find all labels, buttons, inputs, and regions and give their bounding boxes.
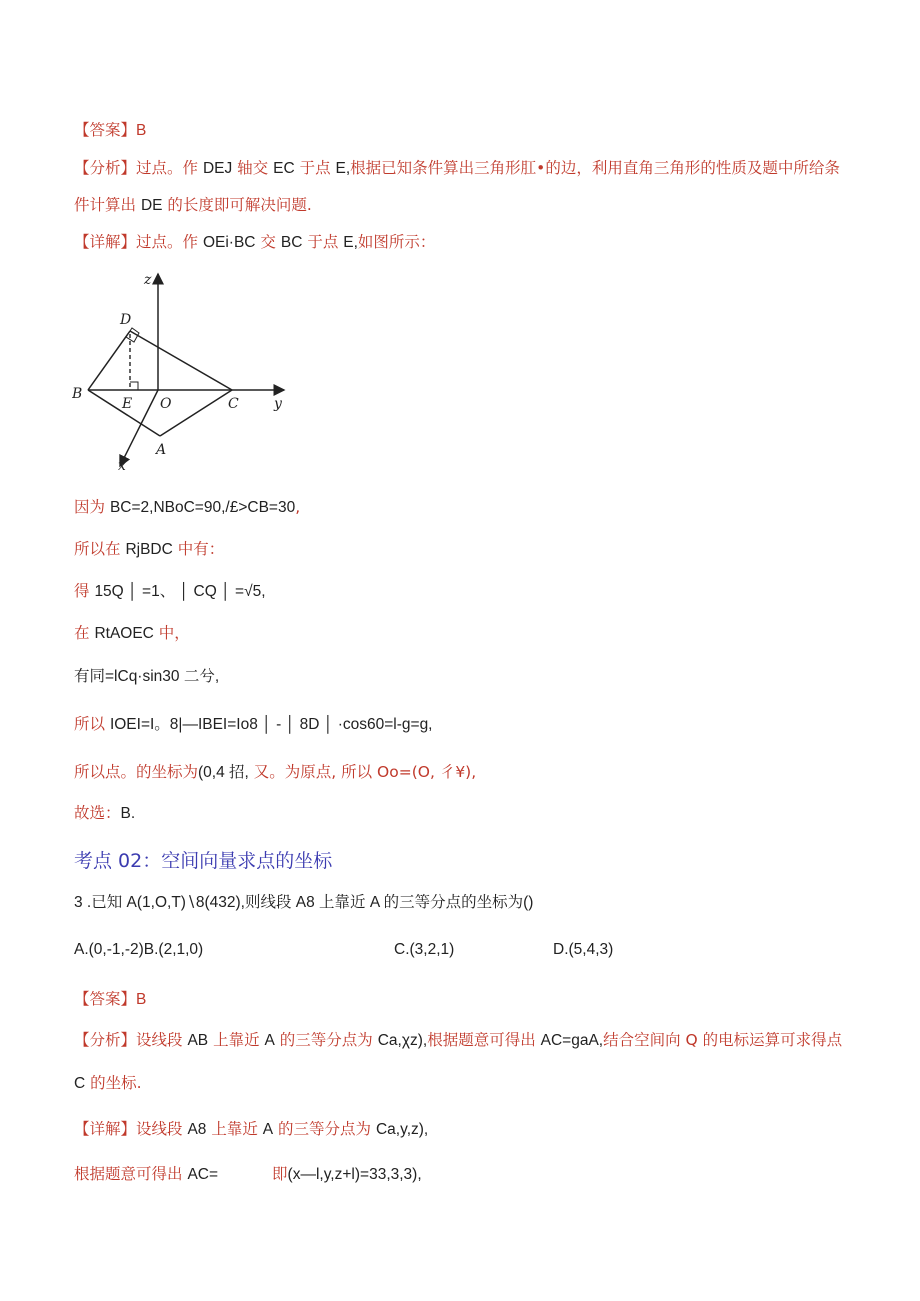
step-math: RtAOEC — [94, 625, 154, 642]
analysis-tag: 【分析】 — [74, 1031, 137, 1049]
label-B: B — [72, 386, 83, 402]
analysis-math: DEJ — [202, 160, 233, 177]
analysis-text: 的坐标. — [85, 1074, 142, 1092]
step-text: 所以 — [74, 715, 110, 733]
detail2-line-1 — [74, 1119, 428, 1140]
detail-text: 于点 — [302, 233, 344, 251]
detail-text: 交 — [255, 233, 281, 251]
label-y: y — [274, 396, 282, 412]
step-math: 15Q │ =1、 │ CQ │ =√5, — [94, 583, 266, 600]
analysis-text: 件计算出 — [74, 196, 141, 214]
analysis-math: C — [74, 1075, 86, 1092]
step-text: 中， — [153, 624, 190, 642]
segment-DC — [130, 331, 232, 390]
detail-text: 的三等分点为 — [273, 1120, 376, 1138]
last-line — [74, 1164, 422, 1185]
analysis-text: 过点。作 — [136, 159, 203, 177]
label-O: O — [160, 396, 172, 412]
detail-text: 上靠近 — [206, 1120, 263, 1138]
geometry-figure — [72, 268, 288, 472]
analysis-text: 的长度即可解决问题. — [162, 196, 312, 214]
label-A: A — [156, 442, 167, 458]
step-text: 所以点。的坐标为 — [74, 763, 199, 781]
detail-tag: 【详解】 — [74, 233, 137, 251]
detail-text: 如图所示： — [357, 233, 436, 251]
analysis-line-2 — [74, 195, 312, 216]
detail-tag: 【详解】 — [74, 1120, 137, 1138]
analysis2-line-1 — [74, 1030, 842, 1051]
question-number: 3 — [74, 894, 83, 911]
answer-tag: 【答案】 — [74, 121, 137, 139]
analysis-text: 上靠近 — [208, 1031, 265, 1049]
analysis-math: Ca,χz), — [377, 1032, 428, 1049]
step-line — [74, 623, 190, 644]
analysis-math: EC — [273, 160, 295, 177]
step-text: 因为 — [74, 498, 110, 516]
answer-line-2 — [74, 989, 146, 1010]
analysis-text: 根据题意可得出 — [427, 1031, 541, 1049]
step-math: B. — [120, 805, 136, 822]
step-text: 中有： — [172, 540, 225, 558]
segment-BD — [88, 331, 130, 390]
step-line — [74, 497, 300, 518]
analysis-math: AC=gaA, — [540, 1032, 604, 1049]
step-text: 又。为原点, 所以 Oo=(O, 彳¥), — [248, 763, 477, 781]
analysis-text: 轴交 — [232, 159, 274, 177]
analysis-text: 于点 — [294, 159, 336, 177]
analysis-math: AB — [187, 1032, 209, 1049]
option-d: D.(5,4,3) — [553, 941, 614, 958]
detail-text: 根据题意可得出 — [74, 1165, 188, 1183]
step-line — [74, 539, 224, 560]
step-text: 所以在 — [74, 540, 126, 558]
step-text: 得 — [74, 582, 95, 600]
step-math: BC=2,NBoC=90,/£>CB=30 — [109, 499, 296, 516]
step-line — [74, 581, 266, 602]
step-line — [74, 666, 219, 687]
detail-math: A8 — [187, 1121, 207, 1138]
step-text: 在 — [74, 624, 95, 642]
step-math: IOEI=I。8|—IBEI=Io8 │ - │ 8D │ ·cos60=l-g=g, — [109, 716, 433, 733]
right-angle-E — [130, 382, 138, 390]
analysis-math: A — [264, 1032, 275, 1049]
step-line — [74, 714, 433, 735]
detail-math: Ca,y,z), — [375, 1121, 429, 1138]
answer-value: B — [136, 122, 147, 139]
detail-math: (x—l,y,z+l)=33,3,3), — [287, 1166, 422, 1183]
step-text: , — [295, 498, 301, 516]
detail-text: 过点。作 — [136, 233, 203, 251]
analysis-math: E, — [335, 160, 351, 177]
analysis-math: DE — [140, 197, 163, 214]
analysis-text: 的三等分点为 — [274, 1031, 378, 1049]
detail-text: 即 — [272, 1165, 288, 1183]
step-math: RjBDC — [125, 541, 173, 558]
label-C: C — [228, 396, 239, 412]
option-c: C.(3,2,1) — [394, 941, 455, 958]
detail-math: OEi·BC — [202, 234, 256, 251]
detail-math: A — [262, 1121, 274, 1138]
detail-line-1 — [74, 232, 435, 253]
analysis-tag: 【分析】 — [74, 159, 137, 177]
label-x: x — [118, 458, 126, 472]
question-text: .已知 A(1,O,T)∖8(432),则线段 A8 上靠近 A 的三等分点的坐标为() — [82, 894, 534, 911]
detail-math: AC= — [187, 1166, 219, 1183]
step-text: 故选： — [74, 804, 121, 822]
option-ab: A.(0,-1,-2)B.(2,1,0) — [74, 941, 204, 958]
step-line — [74, 803, 135, 824]
analysis-text: 结合空间向 Q 的电标运算可求得点 — [603, 1031, 843, 1049]
analysis-text: 根据已知条件算出三角形肛•的边，利用直角三角形的性质及题中所给条 — [350, 159, 840, 177]
answer-tag: 【答案】 — [74, 990, 137, 1008]
label-z: z — [144, 272, 152, 288]
detail-math: BC — [280, 234, 303, 251]
analysis-line-1 — [74, 158, 840, 179]
detail-text: 设线段 — [136, 1120, 188, 1138]
step-math: (0,4 招, — [198, 764, 249, 781]
analysis2-line-2 — [74, 1073, 142, 1094]
label-D: D — [120, 312, 132, 328]
step-math: 有同=lCq·sin30 二兮, — [74, 668, 220, 685]
analysis-text: 设线段 — [136, 1031, 188, 1049]
answer-value: B — [136, 991, 147, 1008]
step-line — [74, 762, 476, 783]
question-3 — [74, 893, 533, 913]
answer-line-1 — [74, 120, 146, 141]
label-E: E — [122, 396, 133, 412]
detail-math: E, — [343, 234, 358, 251]
section-heading: 考点 02：空间向量求点的坐标 — [74, 850, 333, 872]
